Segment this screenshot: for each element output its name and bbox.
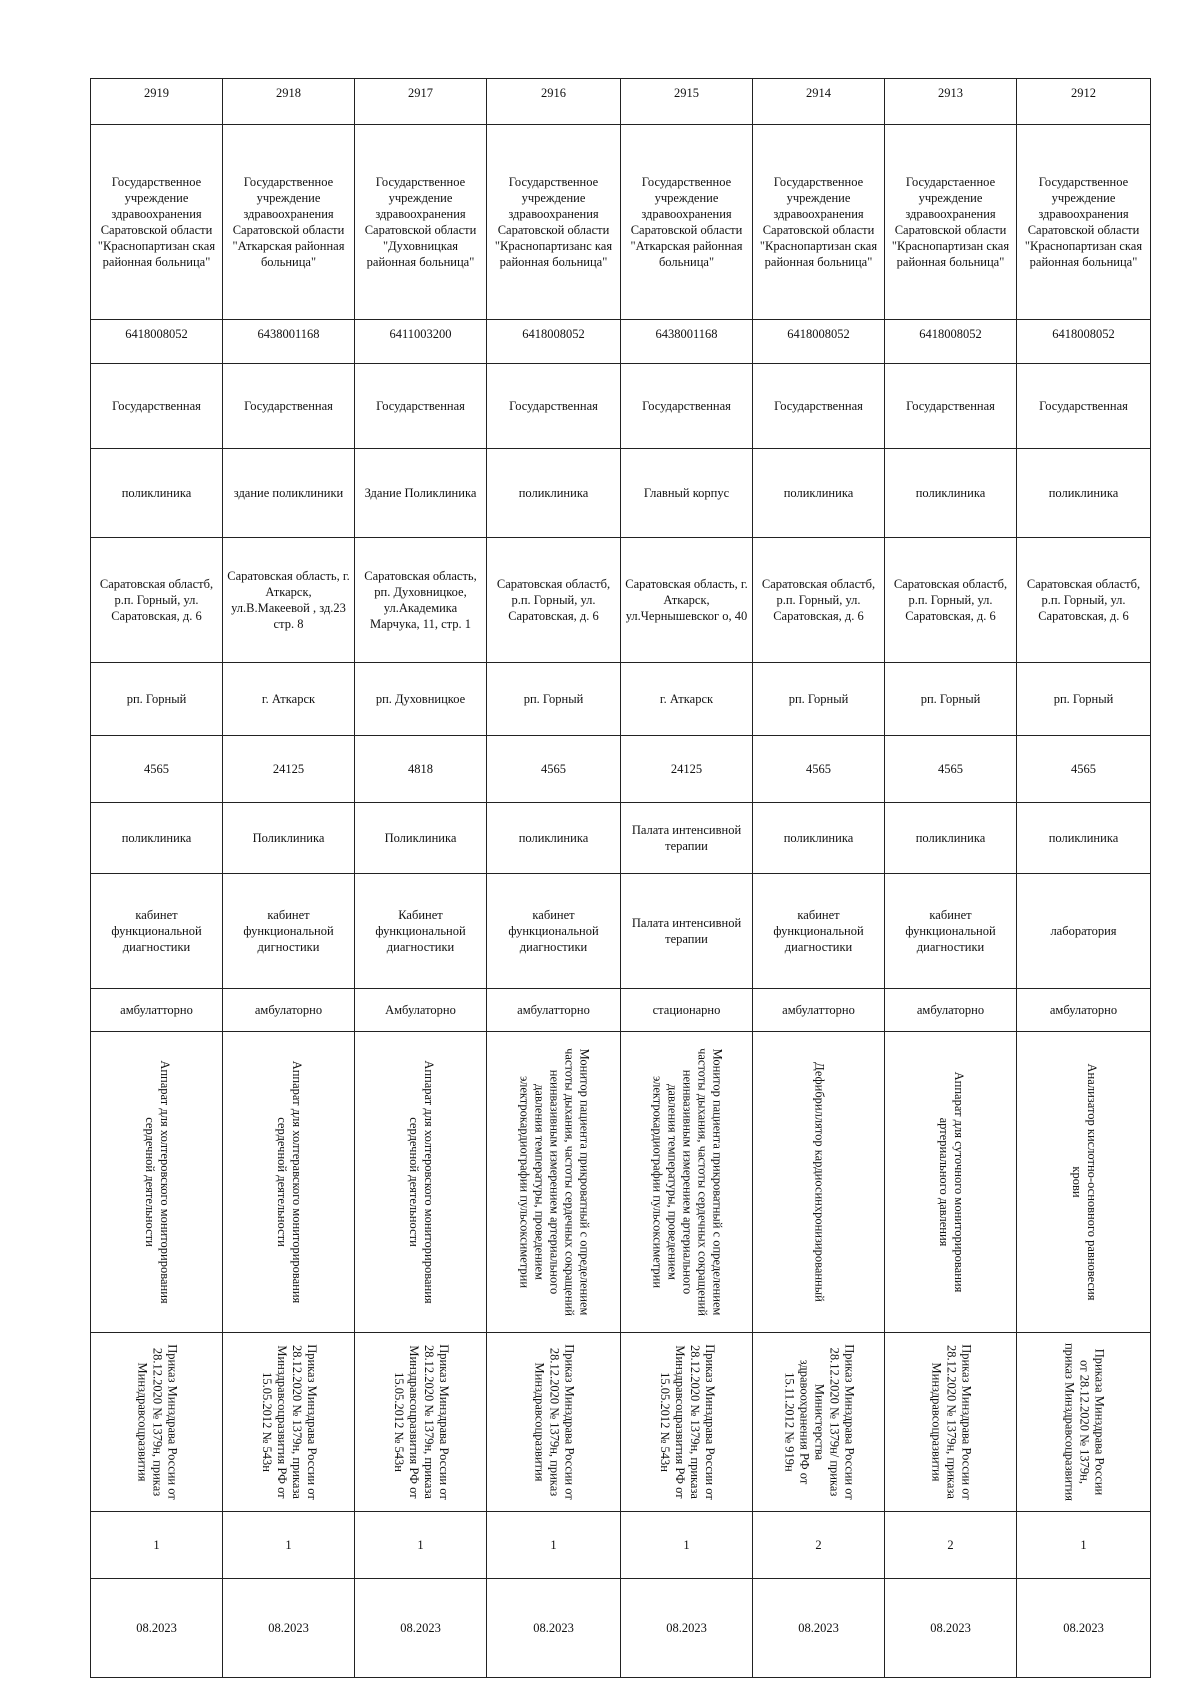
equipment-table (90, 78, 1151, 1678)
building-cell: поликлиника (1017, 449, 1151, 538)
settlement-cell: г. Аткарск (621, 663, 753, 736)
address-cell: Саратовская областб, р.п. Горный, ул. Саратовская, д. 6 (1017, 538, 1151, 663)
table-row (91, 125, 1151, 320)
device-name-cell (1017, 1032, 1151, 1333)
date-cell: 08.2023 (885, 1579, 1017, 1678)
care-mode-cell: стационарно (621, 989, 753, 1032)
code-cell: 24125 (621, 736, 753, 803)
quantity-cell: 1 (223, 1512, 355, 1579)
settlement-cell: рп. Горный (885, 663, 1017, 736)
device-name-text: Аппарат для холтеровского мониторирования сердечной деятельности (406, 1060, 436, 1304)
care-mode-cell: амбулатторно (487, 989, 621, 1032)
quantity-cell: 1 (1017, 1512, 1151, 1579)
inn-cell: 6418008052 (885, 320, 1017, 364)
regulatory-order-text: Приказ Минздрава России от 28.12.2020 № 1379н, приказа Минздравсоцразвития (929, 1344, 973, 1500)
device-name-text: Аппарат для холтеровского мониторирования сердечной деятельности (142, 1060, 172, 1304)
organization-name-cell: Государственное учреждение здравоохранения Саратовской области "Аткарская районная больница" (223, 125, 355, 320)
code-cell: 4818 (355, 736, 487, 803)
inn-cell: 6418008052 (753, 320, 885, 364)
organization-name-cell: Государственное учреждение здравоохранения Саратовской области "Краснопартизан ская районная больница" (1017, 125, 1151, 320)
table-row (91, 736, 1151, 803)
record-number-cell: 2912 (1017, 79, 1151, 125)
room-cell: кабинет функциональной диагностики (885, 874, 1017, 989)
regulatory-order-text: Приказа Минздрава России от 28.12.2020 № 1379н, приказ Минздравсоцразвития (1062, 1342, 1106, 1502)
table-row (91, 989, 1151, 1032)
settlement-cell: рп. Духовницкое (355, 663, 487, 736)
settlement-cell: рп. Горный (1017, 663, 1151, 736)
department-cell: поликлиника (753, 803, 885, 874)
regulatory-order-cell (91, 1333, 223, 1512)
address-cell: Саратовская область, рп. Духовницкое, ул.Академика Марчука, 11, стр. 1 (355, 538, 487, 663)
room-cell: кабинет функциональной диагностики (91, 874, 223, 989)
record-number-cell: 2917 (355, 79, 487, 125)
inn-cell: 6411003200 (355, 320, 487, 364)
table-row (91, 449, 1151, 538)
table-row (91, 663, 1151, 736)
address-cell: Саратовская областб, р.п. Горный, ул. Саратовская, д. 6 (91, 538, 223, 663)
organization-name-cell: Государственное учреждение здравоохранения Саратовской области "Аткарская районная больница" (621, 125, 753, 320)
building-cell: Главный корпус (621, 449, 753, 538)
inn-cell: 6418008052 (91, 320, 223, 364)
device-name-text: Анализатор кислотно-основного равновесия крови (1069, 1063, 1099, 1301)
organization-name-cell: Государстаенное учреждение здравоохранения Саратовской области "Краснопартизан ская районная больница" (885, 125, 1017, 320)
regulatory-order-text: Приказ Минздрава России от 28.12.2020 № 1379н, приказа Минздравсоцразвития РФ от 15.05.2012 № 543н (259, 1344, 319, 1500)
quantity-cell: 1 (621, 1512, 753, 1579)
regulatory-order-cell (1017, 1333, 1151, 1512)
table-row (91, 79, 1151, 125)
settlement-cell: г. Аткарск (223, 663, 355, 736)
device-name-cell (487, 1032, 621, 1333)
room-cell: Кабинет функциональной диагностики (355, 874, 487, 989)
quantity-cell: 2 (885, 1512, 1017, 1579)
department-cell: поликлиника (91, 803, 223, 874)
department-cell: поликлиника (487, 803, 621, 874)
date-cell: 08.2023 (355, 1579, 487, 1678)
table-row (91, 1032, 1151, 1333)
device-name-cell (885, 1032, 1017, 1333)
record-number-cell: 2918 (223, 79, 355, 125)
table-row (91, 1333, 1151, 1512)
settlement-cell: рп. Горный (487, 663, 621, 736)
ownership-cell: Государственная (621, 364, 753, 449)
organization-name-cell: Государственное учреждение здравоохранения Саратовской области "Краснопартизан ская районная больница" (753, 125, 885, 320)
code-cell: 4565 (91, 736, 223, 803)
record-number-cell: 2915 (621, 79, 753, 125)
settlement-cell: рп. Горный (91, 663, 223, 736)
settlement-cell: рп. Горный (753, 663, 885, 736)
device-name-text: Аппарат для суточного мониторирования артериального давления (936, 1071, 966, 1293)
record-number-cell: 2914 (753, 79, 885, 125)
room-cell: кабинет функциональной диагностики (487, 874, 621, 989)
table-row (91, 803, 1151, 874)
department-cell: Палата интенсивной терапии (621, 803, 753, 874)
inn-cell: 6438001168 (223, 320, 355, 364)
address-cell: Саратовская областб, р.п. Горный, ул. Саратовская, д. 6 (753, 538, 885, 663)
regulatory-order-cell (753, 1333, 885, 1512)
regulatory-order-text: Приказ Минздрава России от 28.12.2020 № 1379н, приказа Минздравсоцразвития РФ от 15.05.2012 № 543н (391, 1344, 451, 1500)
organization-name-cell: Государственное учреждение здравоохранения Саратовской области "Краснопартизанс кая районная больница" (487, 125, 621, 320)
device-name-cell (91, 1032, 223, 1333)
care-mode-cell: амбулаторно (885, 989, 1017, 1032)
device-name-cell (355, 1032, 487, 1333)
address-cell: Саратовская областб, р.п. Горный, ул. Саратовская, д. 6 (885, 538, 1017, 663)
record-number-cell: 2919 (91, 79, 223, 125)
building-cell: поликлиника (753, 449, 885, 538)
building-cell: поликлиника (487, 449, 621, 538)
date-cell: 08.2023 (621, 1579, 753, 1678)
organization-name-cell: Государственное учреждение здравоохранения Саратовской области "Духовницкая районная больница" (355, 125, 487, 320)
inn-cell: 6418008052 (1017, 320, 1151, 364)
record-number-cell: 2916 (487, 79, 621, 125)
room-cell: кабинет функциональной диагностики (753, 874, 885, 989)
address-cell: Саратовская область, г. Аткарск, ул.Чернышевског о, 40 (621, 538, 753, 663)
table-row (91, 320, 1151, 364)
building-cell: Здание Поликлиника (355, 449, 487, 538)
organization-name-cell: Государственное учреждение здравоохранения Саратовской области "Краснопартизан ская районная больница" (91, 125, 223, 320)
building-cell: поликлиника (91, 449, 223, 538)
ownership-cell: Государственная (753, 364, 885, 449)
quantity-cell: 1 (487, 1512, 621, 1579)
ownership-cell: Государственная (487, 364, 621, 449)
quantity-cell: 1 (91, 1512, 223, 1579)
care-mode-cell: амбулаторно (223, 989, 355, 1032)
address-cell: Саратовская областб, р.п. Горный, ул. Саратовская, д. 6 (487, 538, 621, 663)
department-cell: Поликлиника (355, 803, 487, 874)
device-name-cell (621, 1032, 753, 1333)
device-name-text: Аппарат для холтеравского мониторирования сердечной деятельности (274, 1060, 304, 1304)
device-name-cell (223, 1032, 355, 1333)
ownership-cell: Государственная (355, 364, 487, 449)
date-cell: 08.2023 (91, 1579, 223, 1678)
ownership-cell: Государственная (223, 364, 355, 449)
date-cell: 08.2023 (753, 1579, 885, 1678)
code-cell: 4565 (1017, 736, 1151, 803)
code-cell: 4565 (885, 736, 1017, 803)
regulatory-order-cell (621, 1333, 753, 1512)
table-row (91, 538, 1151, 663)
care-mode-cell: амбулатторно (753, 989, 885, 1032)
code-cell: 4565 (487, 736, 621, 803)
ownership-cell: Государственная (91, 364, 223, 449)
device-name-cell (753, 1032, 885, 1333)
care-mode-cell: амбулаторно (1017, 989, 1151, 1032)
regulatory-order-cell (885, 1333, 1017, 1512)
regulatory-order-cell (487, 1333, 621, 1512)
code-cell: 4565 (753, 736, 885, 803)
device-name-text: Монитор пациента прикроватный с определением частоты дыхания, частоты сердечных сокращений неинвазивным измерением артериального давления температуры, проведением электрокардиографии пульсоксиметрии (517, 1048, 591, 1316)
care-mode-cell: амбулатторно (91, 989, 223, 1032)
regulatory-order-cell (355, 1333, 487, 1512)
date-cell: 08.2023 (487, 1579, 621, 1678)
quantity-cell: 1 (355, 1512, 487, 1579)
room-cell: Палата интенсивной терапии (621, 874, 753, 989)
room-cell: кабинет функциональной дигностики (223, 874, 355, 989)
regulatory-order-cell (223, 1333, 355, 1512)
device-name-text: Дефибриллятор кардиосинхронизированный (812, 1062, 826, 1302)
code-cell: 24125 (223, 736, 355, 803)
date-cell: 08.2023 (1017, 1579, 1151, 1678)
quantity-cell: 2 (753, 1512, 885, 1579)
inn-cell: 6418008052 (487, 320, 621, 364)
room-cell: лаборатория (1017, 874, 1151, 989)
building-cell: здание поликлиники (223, 449, 355, 538)
department-cell: поликлиника (1017, 803, 1151, 874)
date-cell: 08.2023 (223, 1579, 355, 1678)
table-row (91, 1579, 1151, 1678)
building-cell: поликлиника (885, 449, 1017, 538)
department-cell: поликлиника (885, 803, 1017, 874)
device-name-text: Монитор пациента прикроватный с определением частоты дыхания, частоты сердечных сокращений неинвазивным измерением артериального давления температуры, проведением электрокардиографии пульсоксиметрии (650, 1048, 724, 1316)
inn-cell: 6438001168 (621, 320, 753, 364)
table-row (91, 874, 1151, 989)
regulatory-order-text: Приказ Минздрава России от 28.12.2020 № 1379н, приказ Минздравсоцразвития (135, 1344, 179, 1500)
record-number-cell: 2913 (885, 79, 1017, 125)
table-row (91, 364, 1151, 449)
regulatory-order-text: Приказ Минздрава России от 28.12.2020 № 1379н/ приказ Министерства здравоохранения РФ от 15.11.2012 № 919н (782, 1344, 856, 1500)
table-row (91, 1512, 1151, 1579)
address-cell: Саратовская область, г. Аткарск, ул.В.Макеевой , зд.23 стр. 8 (223, 538, 355, 663)
department-cell: Поликлиника (223, 803, 355, 874)
ownership-cell: Государственная (885, 364, 1017, 449)
ownership-cell: Государственная (1017, 364, 1151, 449)
care-mode-cell: Амбулаторно (355, 989, 487, 1032)
regulatory-order-text: Приказ Минздрава России от 28.12.2020 № 1379н, приказа Минздравсоцразвития РФ от 15.05.2012 № 543н (657, 1344, 717, 1500)
regulatory-order-text: Приказ Минздрава России от 28.12.2020 № 1379н, приказ Минздравсоцразвития (532, 1344, 576, 1500)
